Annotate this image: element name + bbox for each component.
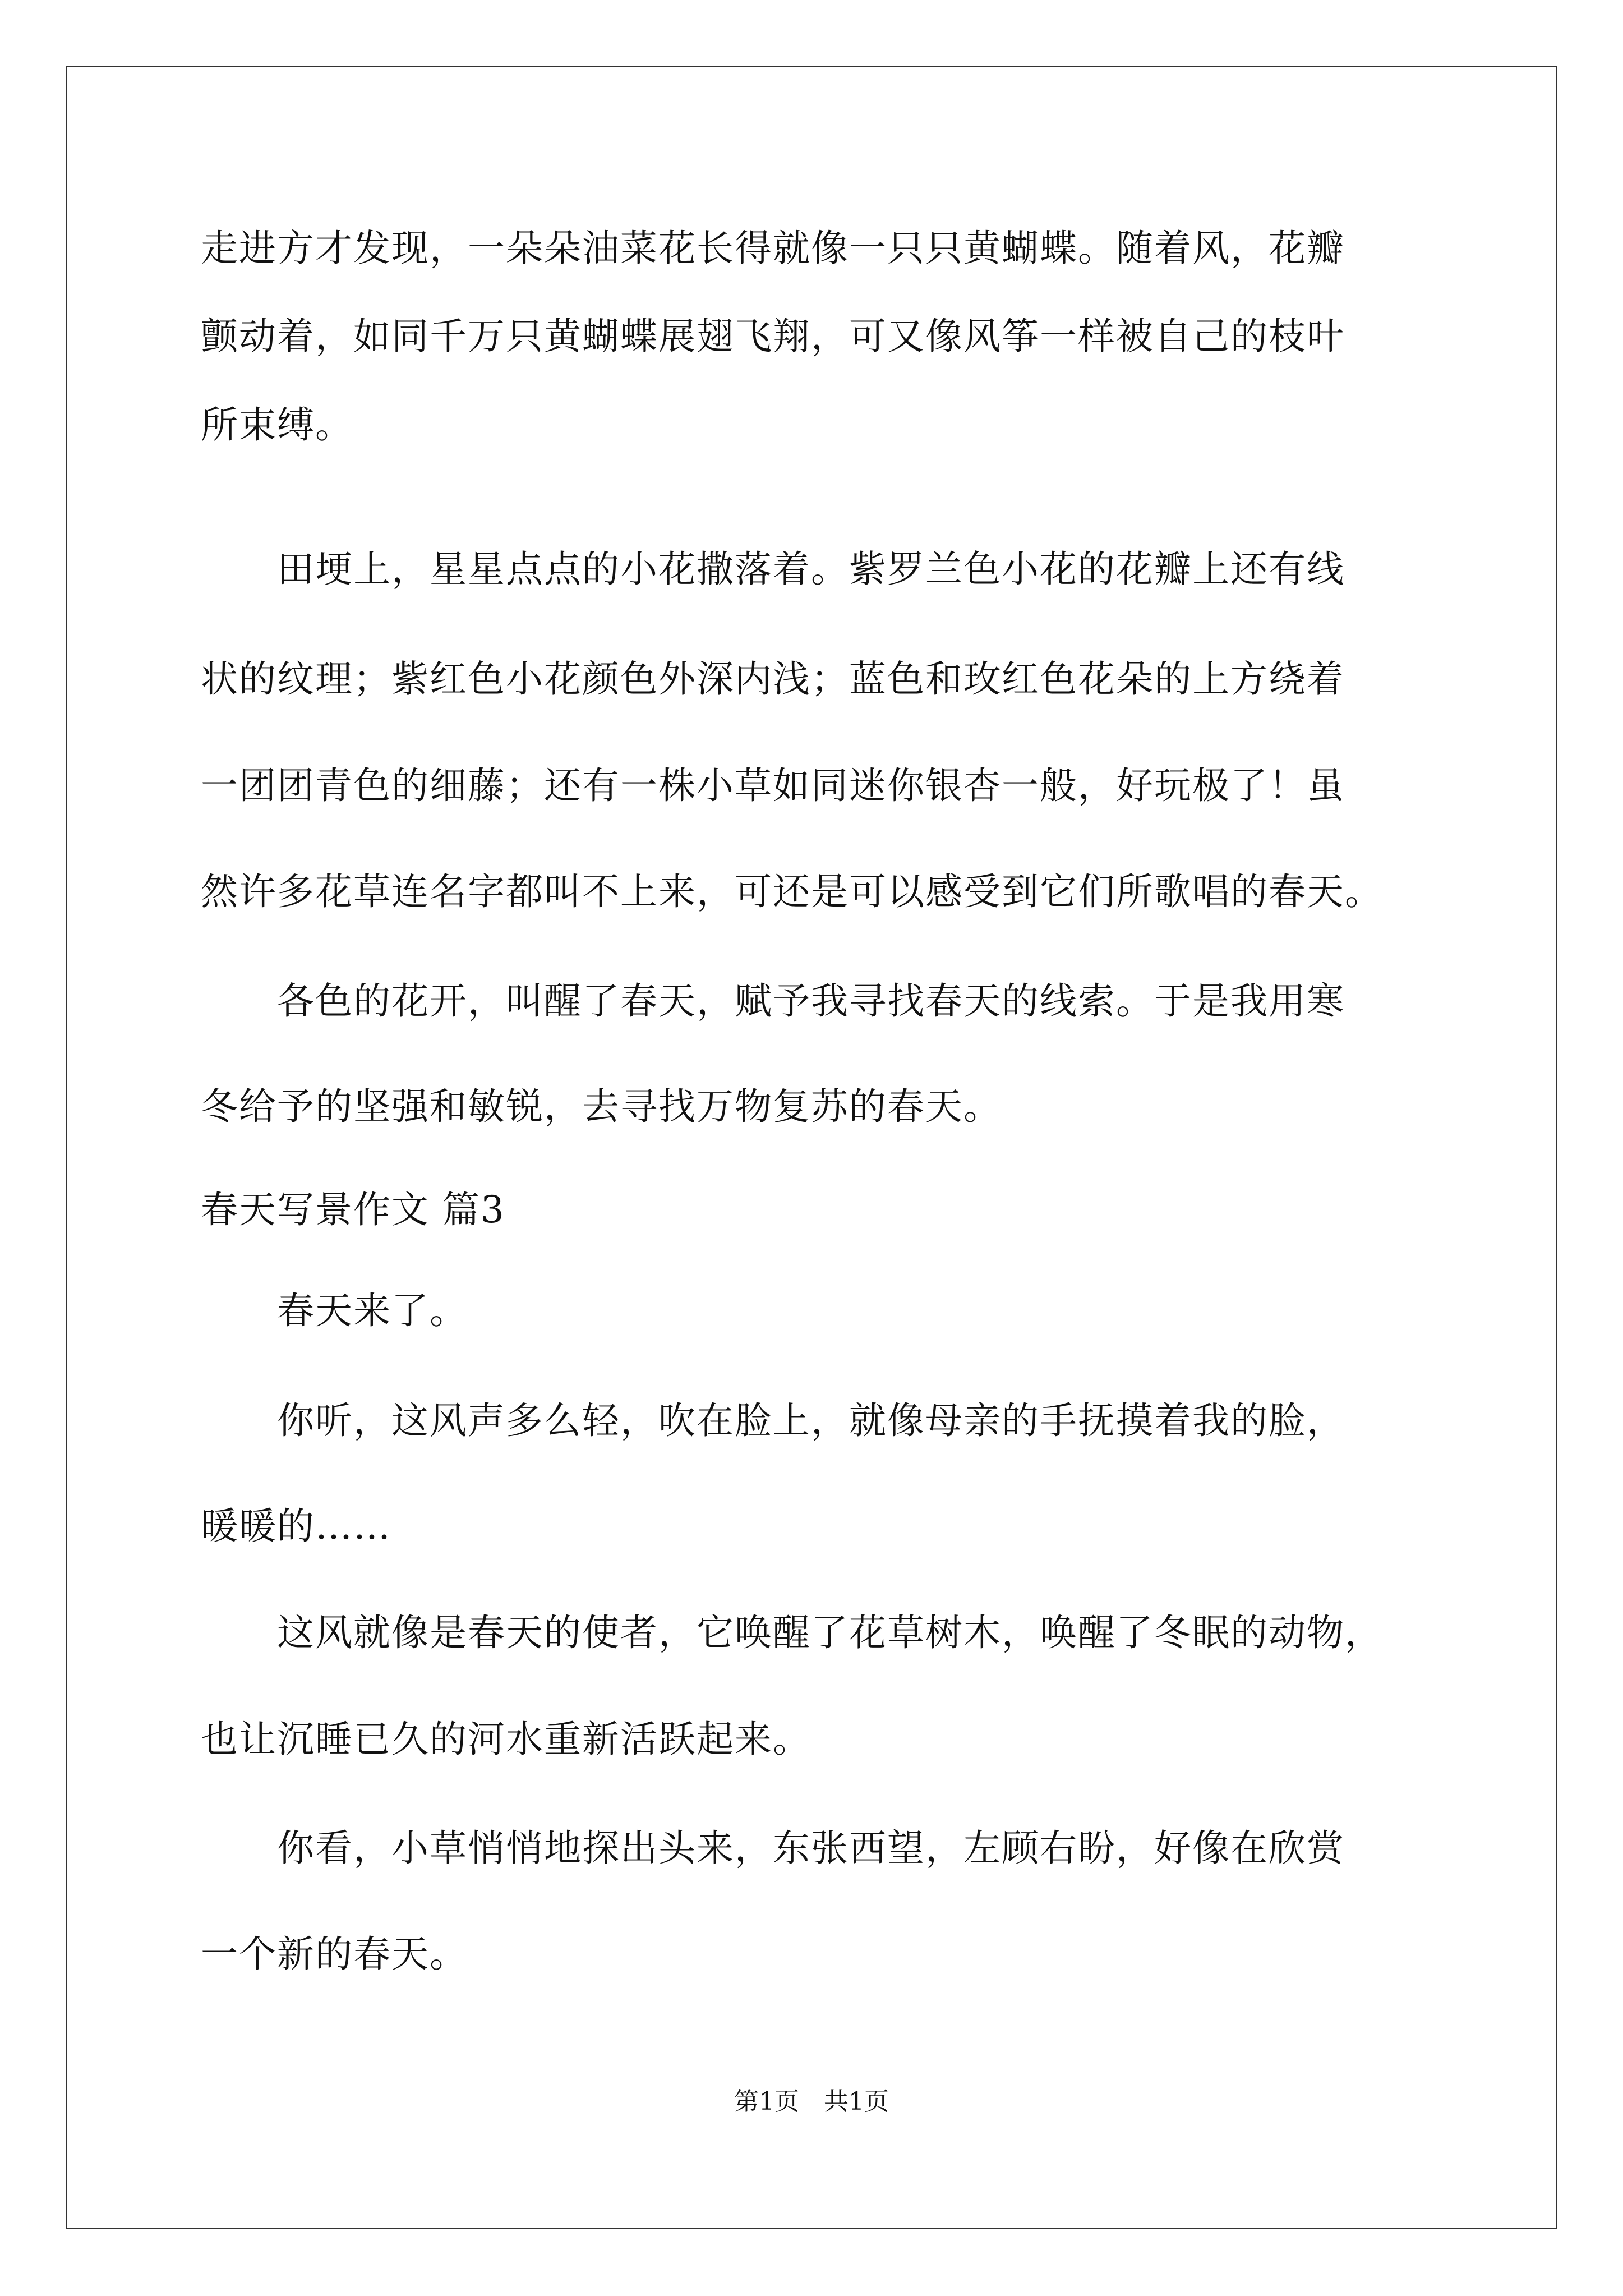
body-line: 你看，小草悄悄地探出头来，东张西望，左顾右盼，好像在欣赏 (201, 1826, 1345, 1870)
body-line: 一个新的春天。 (201, 1932, 468, 1976)
body-line: 所束缚。 (201, 403, 353, 447)
section-heading: 春天写景作文 篇3 (201, 1188, 505, 1231)
body-line: 状的纹理；紫红色小花颜色外深内浅；蓝色和玫红色花朵的上方绕着 (201, 657, 1345, 701)
body-line: 然许多花草连名字都叫不上来，可还是可以感受到它们所歌唱的春天。 (201, 870, 1383, 913)
body-line: 走进方才发现，一朵朵油菜花长得就像一只只黄蝴蝶。随着风，花瓣 (201, 227, 1345, 270)
body-line: 也让沉睡已久的河水重新活跃起来。 (201, 1718, 811, 1761)
page-footer: 第1页 共1页 (734, 2087, 889, 2116)
body-line: 春天来了。 (201, 1289, 468, 1332)
page-border (66, 66, 1557, 2229)
body-line: 冬给予的坚强和敏锐，去寻找万物复苏的春天。 (201, 1085, 1002, 1128)
body-line: 田埂上，星星点点的小花撒落着。紫罗兰色小花的花瓣上还有线 (201, 547, 1345, 591)
body-line: 你听，这风声多么轻，吹在脸上，就像母亲的手抚摸着我的脸， (201, 1399, 1345, 1442)
body-line: 颤动着，如同千万只黄蝴蝶展翅飞翔，可又像风筝一样被自己的枝叶 (201, 315, 1345, 358)
body-line: 一团团青色的细藤；还有一株小草如同迷你银杏一般，好玩极了！虽 (201, 764, 1345, 807)
body-line: 各色的花开，叫醒了春天，赋予我寻找春天的线索。于是我用寒 (201, 979, 1345, 1023)
body-line: 这风就像是春天的使者，它唤醒了花草树木，唤醒了冬眠的动物， (201, 1611, 1383, 1654)
body-line: 暖暖的…… (201, 1504, 391, 1548)
